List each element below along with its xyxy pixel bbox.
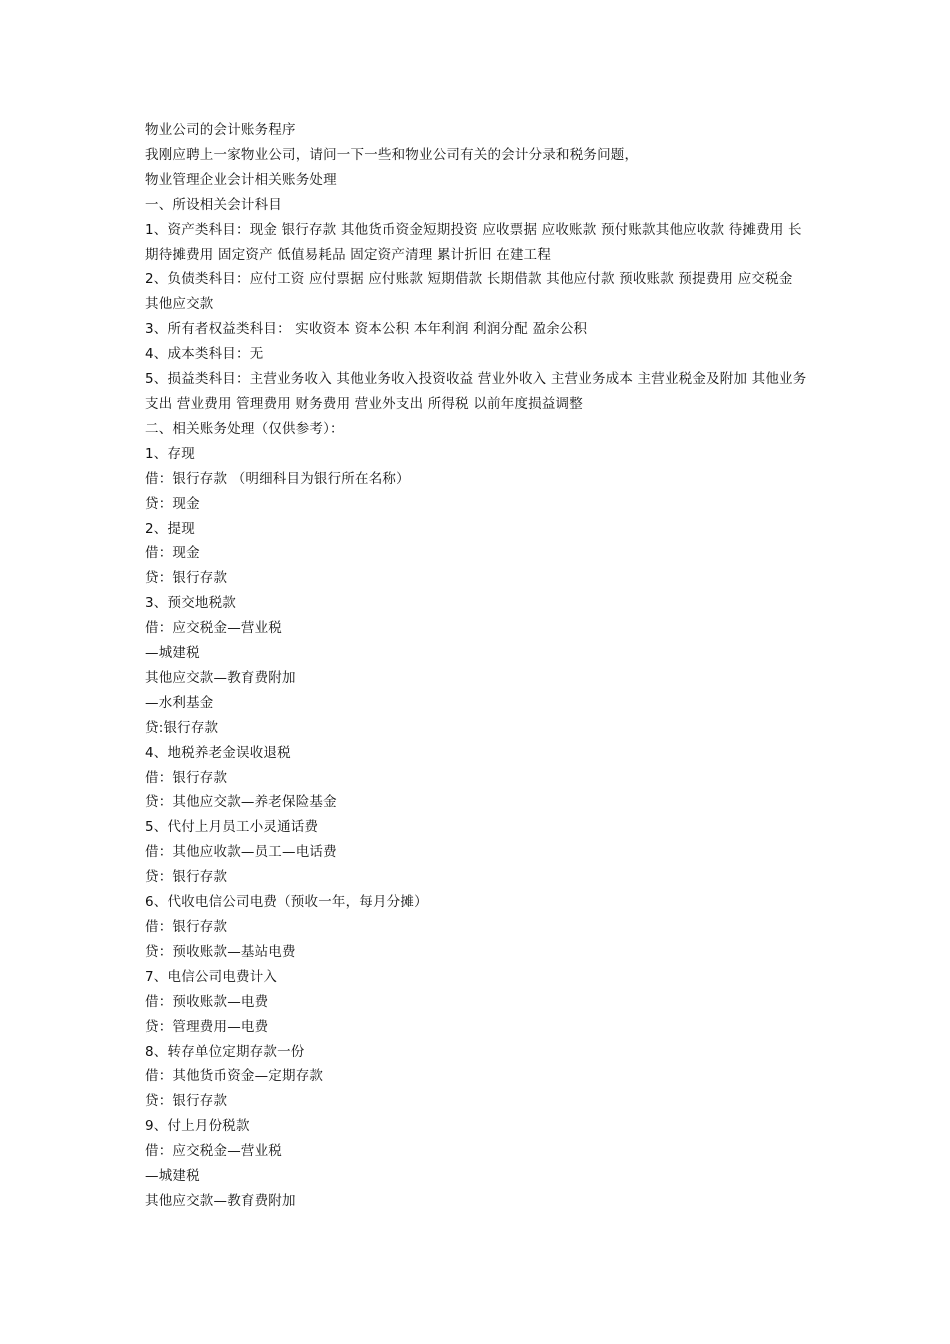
entry-heading: 1、存现 (145, 445, 195, 462)
document-body (145, 118, 810, 1214)
entry-line: 借：银行存款 （明细科目为银行所在名称） (145, 470, 410, 487)
paragraph-assets: 1、资产类科目：现金 银行存款 其他货币资金短期投资 应收票据 应收账款 预付账款其他应收款 待摊费用 长期待摊费用 固定资产 低值易耗品 固定资产清理 累计折旧 在建工程 (145, 221, 802, 263)
entry-line: 借：银行存款 (145, 769, 228, 786)
subsection-heading: 一、所设相关会计科目 (145, 196, 282, 213)
document-title: 物业公司的会计账务程序 (145, 122, 296, 138)
entry-line: 贷：预收账款—基站电费 (145, 943, 296, 960)
paragraph-profit-loss: 5、损益类科目：主营业务收入 其他业务收入投资收益 营业外收入 主营业务成本 主营业税金及附加 其他业务支出 营业费用 管理费用 财务费用 营业外支出 所得税 以前年度损益调整 (145, 371, 807, 412)
entry-heading: 2、提现 (145, 520, 195, 537)
entry-line: 贷：其他应交款—养老保险基金 (145, 794, 337, 811)
entry-line: —城建税 (145, 1168, 200, 1185)
entry-heading: 5、代付上月员工小灵通话费 (145, 819, 319, 836)
entry-heading: 6、代收电信公司电费（预收一年，每月分摊） (145, 894, 428, 911)
entry-heading: 4、地税养老金误收退税 (145, 744, 291, 761)
entry-line: 借：应交税金—营业税 (145, 1143, 282, 1160)
entry-heading: 3、预交地税款 (145, 595, 236, 612)
section-heading: 物业管理企业会计相关账务处理 (145, 171, 337, 188)
entry-line: 借：现金 (145, 545, 200, 562)
entry-heading: 7、电信公司电费计入 (145, 968, 278, 985)
entry-line: 贷：银行存款 (145, 1093, 228, 1110)
entry-line: 借：其他应收款—员工—电话费 (145, 844, 337, 861)
entry-line: 借：银行存款 (145, 919, 228, 935)
entry-line: 贷：银行存款 (145, 570, 228, 587)
entry-line: 其他应交款—教育费附加 (145, 669, 296, 686)
entry-line: 贷：管理费用—电费 (145, 1018, 269, 1035)
entry-line: 借：应交税金—营业税 (145, 620, 282, 637)
subsection-heading: 二、相关账务处理（仅供参考）： (145, 420, 344, 437)
entry-heading: 9、付上月份税款 (145, 1118, 250, 1135)
entry-heading: 8、转存单位定期存款一份 (145, 1043, 305, 1060)
entry-line: 借：预收账款—电费 (145, 993, 269, 1010)
paragraph-liabilities: 2、负债类科目：应付工资 应付票据 应付账款 短期借款 长期借款 其他应付款 预收账款 预提费用 应交税金 其他应交款 (145, 271, 793, 313)
entry-line: —水利基金 (145, 694, 214, 711)
entry-line: 贷：银行存款 (145, 869, 228, 886)
entry-line: 贷:银行存款 (145, 719, 219, 736)
paragraph-equity: 3、所有者权益类科目： 实收资本 资本公积 本年利润 利润分配 盈余公积 (145, 321, 588, 338)
entry-line: 贷：现金 (145, 495, 200, 512)
paragraph-cost: 4、成本类科目：无 (145, 346, 264, 363)
question-text: 我刚应聘上一家物业公司，请问一下一些和物业公司有关的会计分录和税务问题， (145, 146, 639, 163)
entry-line: 其他应交款—教育费附加 (145, 1192, 296, 1209)
entry-line: —城建税 (145, 645, 200, 662)
entry-line: 借：其他货币资金—定期存款 (145, 1068, 324, 1085)
